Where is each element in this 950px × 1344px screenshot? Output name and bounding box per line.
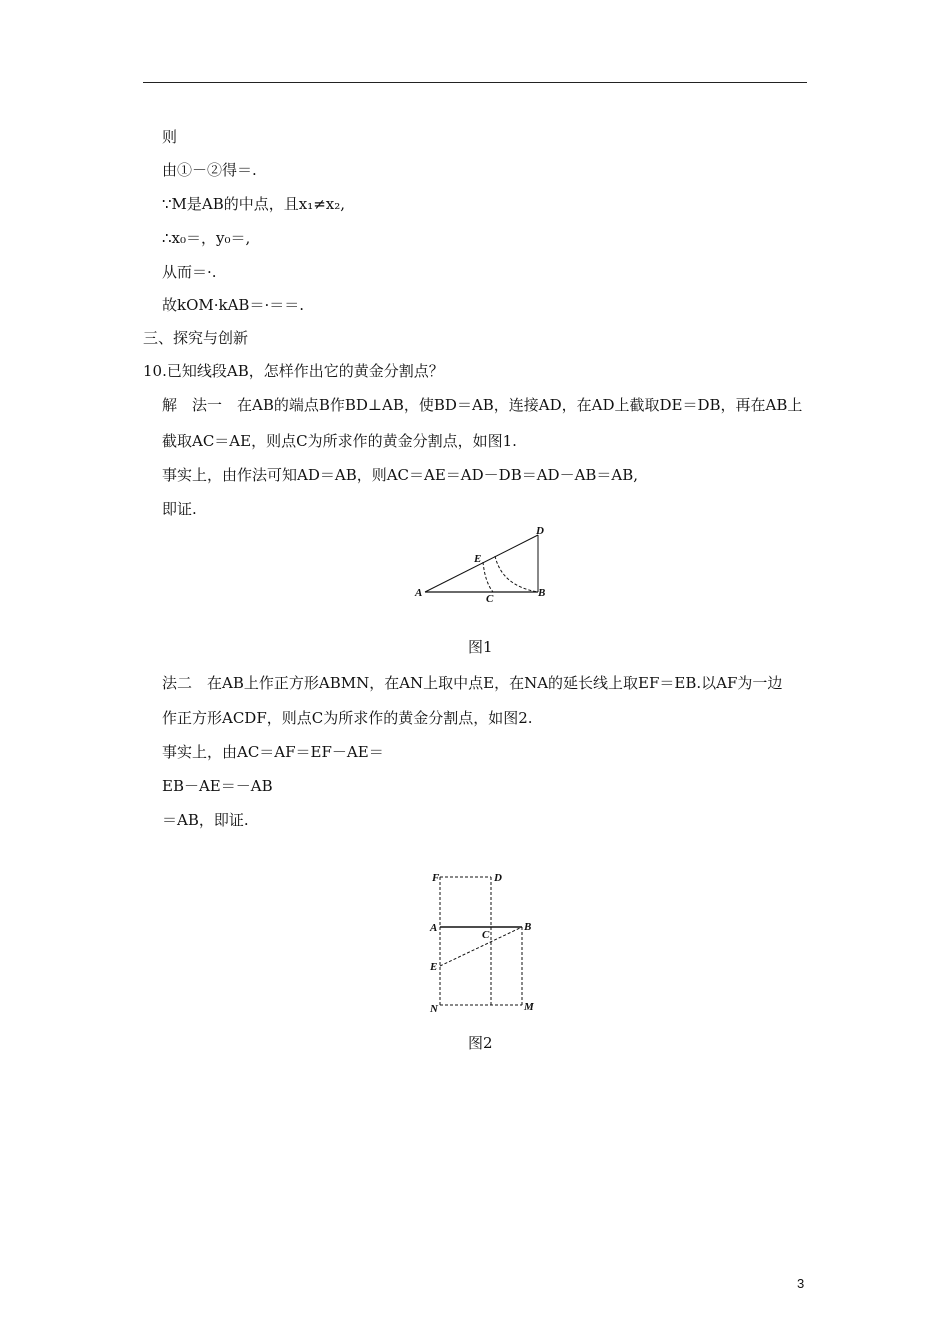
text-line-6: 故kOM·kAB＝·＝＝. (162, 296, 304, 314)
figure-2-diagram (420, 865, 550, 1025)
segment-eb (440, 927, 522, 966)
fig2-label-e: E (430, 961, 438, 973)
fig1-label-e: E (474, 553, 482, 565)
method-two-line-3: 事实上，由AC＝AF＝EF－AE＝ (162, 743, 384, 761)
fig1-label-b: B (538, 587, 546, 599)
text-line-4: ∴x₀＝，y₀＝, (162, 229, 251, 247)
figure-1-caption: 图1 (468, 638, 493, 656)
method-one-line-2: 截取AC＝AE，则点C为所求作的黄金分割点，如图1. (162, 432, 517, 450)
section-heading: 三、探究与创新 (143, 329, 249, 347)
text-line-1: 则 (162, 128, 178, 146)
method-one-line-1: 解 法一 在AB的端点B作BD⊥AB，使BD＝AB，连接AD，在AD上截取DE＝DB，再在AB上 (162, 396, 803, 414)
figure-2-caption: 图2 (468, 1034, 493, 1052)
fig2-label-d: D (494, 872, 502, 884)
method-two-line-5: ＝AB，即证. (162, 811, 249, 829)
fig2-label-n: N (430, 1003, 438, 1015)
segment-ad (425, 535, 538, 592)
arc-ac (483, 562, 493, 592)
header-rule (143, 82, 807, 83)
method-one-line-3: 事实上，由作法可知AD＝AB，则AC＝AE＝AD－DB＝AD－AB＝AB, (162, 466, 639, 484)
fig2-label-b: B (524, 921, 532, 933)
figure-1-diagram (405, 520, 565, 610)
fig2-label-c: C (482, 929, 490, 941)
fig1-label-c: C (486, 593, 494, 605)
fig2-label-m: M (524, 1001, 534, 1013)
fig2-label-f: F (432, 872, 440, 884)
text-line-3: ∵M是AB的中点，且x₁≠x₂, (162, 195, 346, 213)
page-number: 3 (797, 1276, 805, 1291)
method-two-line-4: EB－AE＝－AB (162, 777, 273, 795)
text-line-5: 从而＝·. (162, 263, 217, 281)
method-one-line-4: 即证. (162, 500, 197, 518)
text-line-2: 由①－②得＝. (162, 161, 257, 179)
method-two-line-1: 法二 在AB上作正方形ABMN，在AN上取中点E，在NA的延长线上取EF＝EB.以AF为一边 (162, 674, 783, 692)
arc-de (495, 556, 538, 592)
fig1-label-d: D (536, 525, 544, 537)
method-two-line-2: 作正方形ACDF，则点C为所求作的黄金分割点，如图2. (162, 709, 533, 727)
fig2-label-a: A (430, 922, 438, 934)
fig1-label-a: A (415, 587, 423, 599)
problem-title: 10.已知线段AB，怎样作出它的黄金分割点？ (143, 362, 444, 380)
